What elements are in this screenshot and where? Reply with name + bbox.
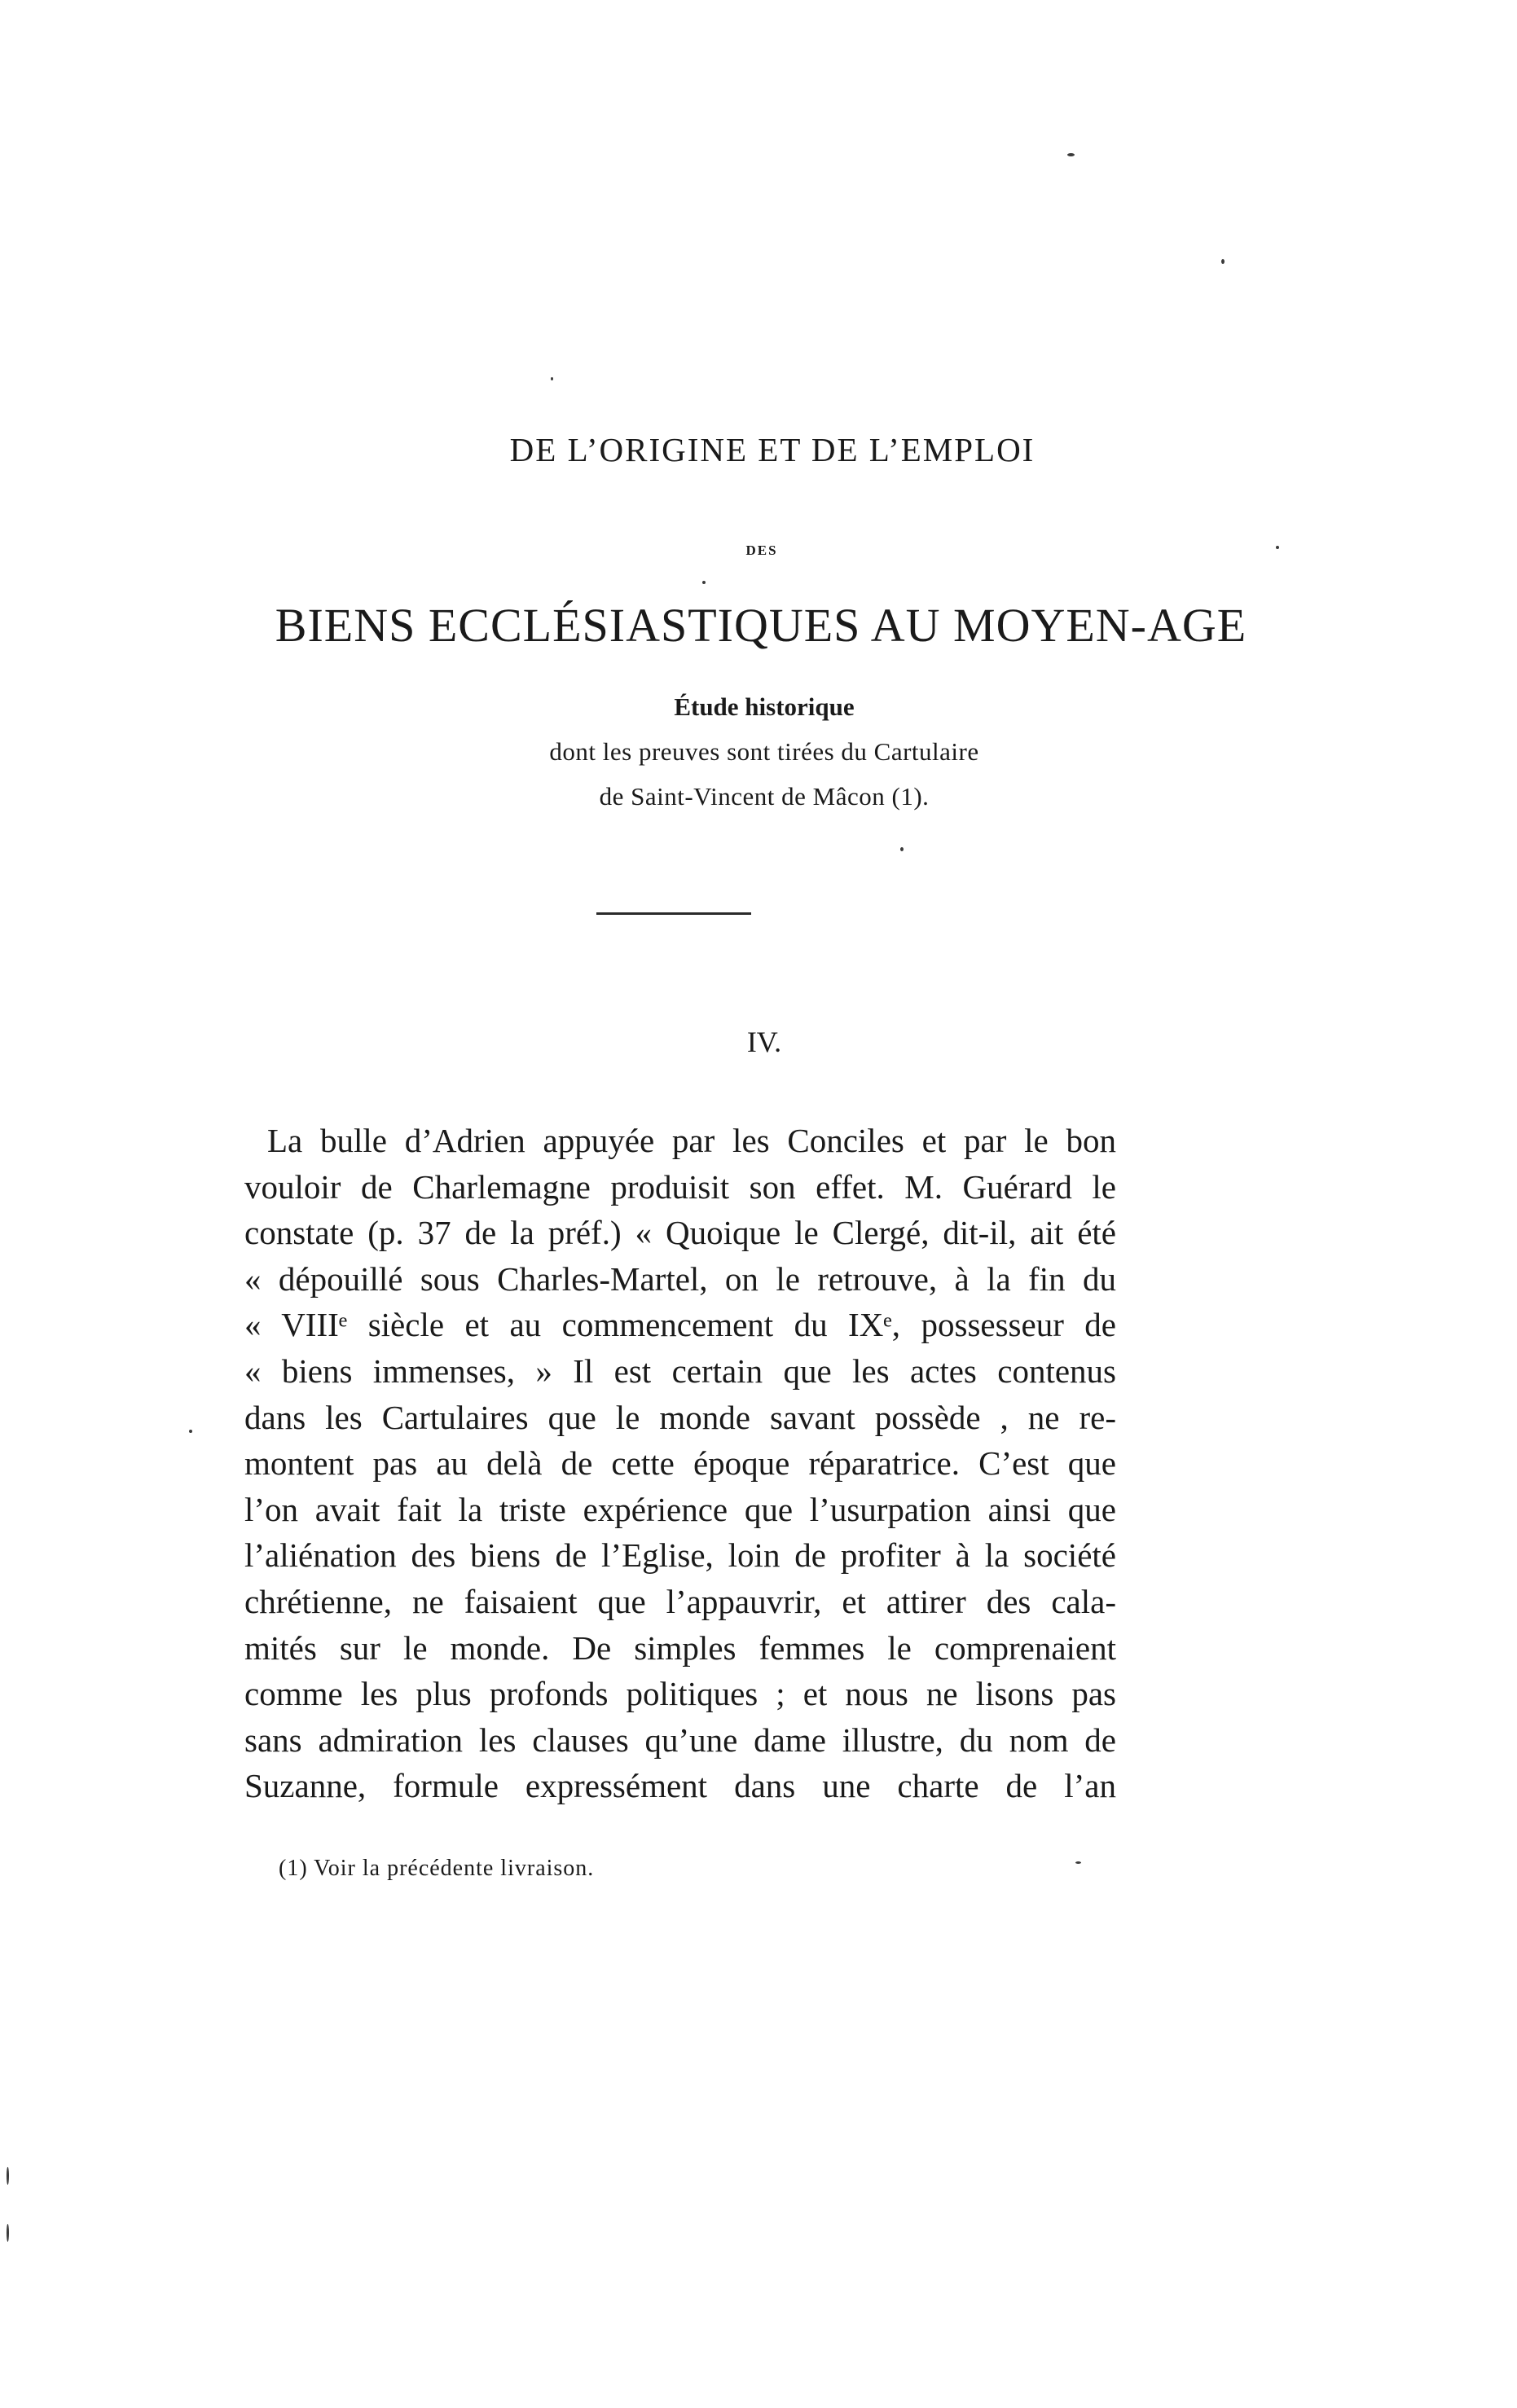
body-line: « dépouillé sous Charles-Martel, on le retrouve, à la fin du: [244, 1259, 1116, 1298]
scan-speck: [702, 581, 706, 584]
body-line: La bulle d’Adrien appuyée par les Conciles et par le bon: [267, 1122, 1116, 1159]
scan-speck: [7, 2167, 9, 2185]
body-line: l’on avait fait la triste expérience que l’usurpation ainsi que: [244, 1490, 1116, 1528]
subtitle-line-3: de Saint-Vincent de Mâcon (1).: [599, 782, 930, 811]
body-paragraph: [244, 1118, 1116, 1809]
body-line: constate (p. 37 de la préf.) « Quoique le Clergé, dit-il, ait été: [244, 1214, 1116, 1252]
title-connector: DES: [745, 543, 778, 558]
scan-speck: [1221, 259, 1225, 264]
body-line: l’aliénation des biens de l’Eglise, loin de profiter à la société: [244, 1536, 1116, 1575]
body-line: « biens immenses, » Il est certain que les actes contenus: [244, 1351, 1116, 1390]
scan-speck: [189, 1430, 192, 1433]
scan-speck: [7, 2224, 9, 2242]
body-line: vouloir de Charlemagne produisit son effet. M. Guérard le: [244, 1167, 1116, 1206]
section-divider: [596, 912, 751, 915]
section-number: IV.: [746, 1026, 782, 1058]
body-line: montent pas au delà de cette époque réparatrice. C’est que: [244, 1444, 1116, 1483]
title-line-origin: DE L’ORIGINE ET DE L’EMPLOI: [509, 431, 1036, 468]
main-title: BIENS ECCLÉSIASTIQUES AU MOYEN-AGE: [275, 599, 1247, 652]
body-line: Suzanne, formule expressément dans une charte de l’an: [244, 1767, 1116, 1805]
body-line: « VIIIᵉ siècle et au commencement du IXᵉ, possesseur de: [244, 1306, 1116, 1344]
body-line: comme les plus profonds politiques ; et nous ne lisons pas: [244, 1675, 1116, 1713]
body-line: mités sur le monde. De simples femmes le comprenaient: [244, 1628, 1116, 1667]
scan-speck: [1075, 1861, 1081, 1864]
body-line: sans admiration les clauses qu’une dame illustre, du nom de: [244, 1720, 1116, 1759]
scan-speck: [1276, 546, 1279, 549]
subtitle-line-2: dont les preuves sont tirées du Cartulaire: [549, 737, 979, 766]
scan-speck: [900, 847, 904, 851]
footnote: (1) Voir la précédente livraison.: [279, 1856, 595, 1881]
subtitle-line-1: Étude historique: [674, 692, 855, 721]
scan-speck: [551, 377, 553, 380]
body-line: chrétienne, ne faisaient que l’appauvrir, et attirer des cala-: [244, 1582, 1116, 1620]
scan-speck: [1067, 153, 1075, 156]
body-line: dans les Cartulaires que le monde savant possède , ne re-: [244, 1398, 1116, 1436]
